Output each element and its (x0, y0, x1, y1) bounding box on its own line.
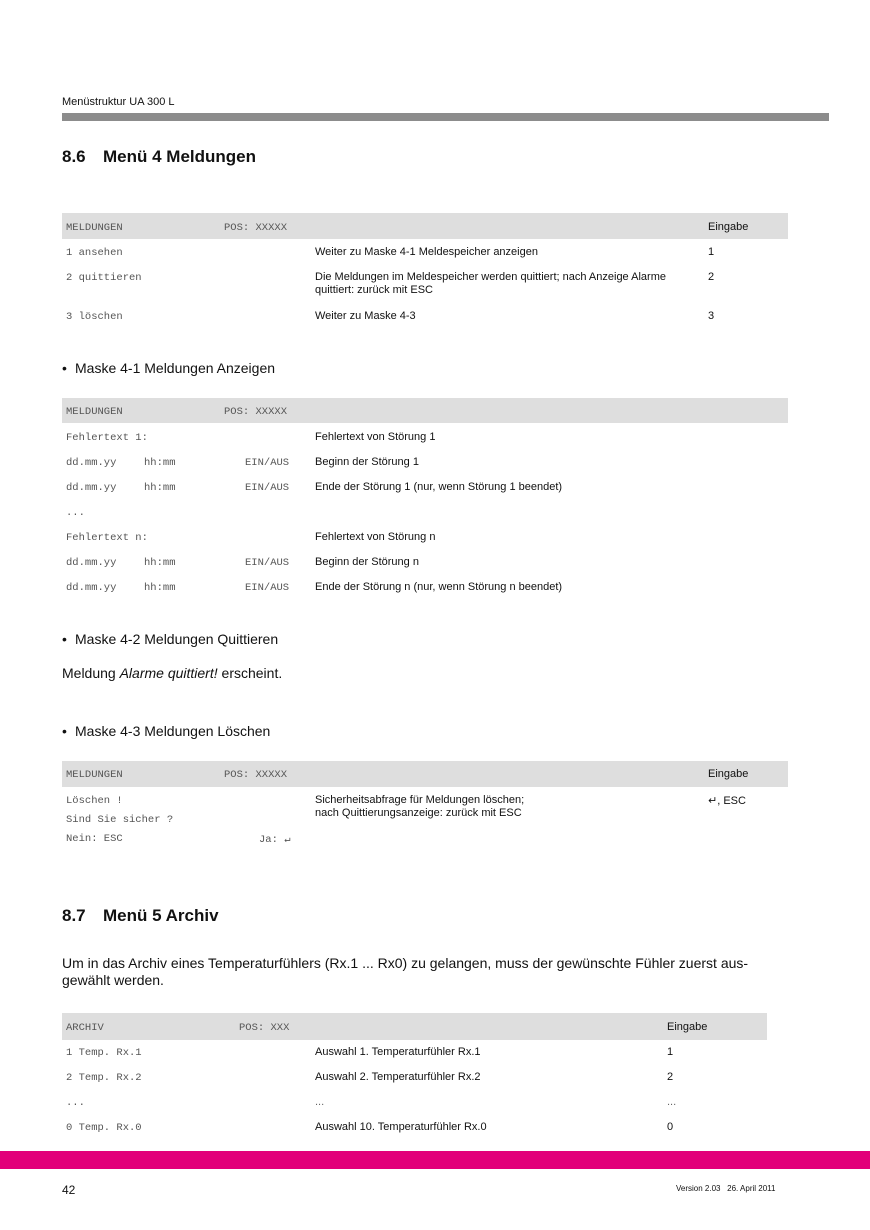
bullet-icon: • (62, 360, 67, 376)
mask41-row-time: hh:mm (144, 457, 176, 469)
mask41-row-time: hh:mm (144, 482, 176, 494)
table-row-input: 3 (708, 310, 715, 322)
mask42-title: Maske 4-2 Meldungen Quittieren (75, 631, 279, 647)
mask41-row-state: EIN/AUS (245, 457, 290, 469)
mask41-row-desc: Fehlertext von Störung 1 (315, 431, 436, 443)
menu-table-header (62, 213, 788, 239)
archiv-row-input: ... (667, 1096, 677, 1108)
archiv-row-input: 0 (667, 1121, 674, 1133)
mask43-line1: Löschen ! (66, 795, 123, 807)
page-number: 42 (62, 1183, 76, 1197)
table-row-input: 2 (708, 271, 715, 283)
section-87-title: Menü 5 Archiv (103, 906, 219, 925)
table-row-desc-cont: quittiert: zurück mit ESC (315, 284, 433, 296)
mask41-row-desc: Beginn der Störung 1 (315, 456, 419, 468)
table-row-desc: Weiter zu Maske 4-3 (315, 310, 416, 322)
archiv-row-screen: ... (66, 1097, 85, 1109)
mask43-line2: Sind Sie sicher ? (66, 814, 174, 826)
table-row-screen: 1 ansehen (66, 247, 123, 259)
archiv-input-header: Eingabe (667, 1021, 708, 1033)
mask41-screen-title: MELDUNGEN (66, 406, 123, 418)
mask41-header (62, 398, 788, 423)
section-87-number: 8.7 (62, 906, 86, 925)
mask42-text-italic: Alarme quittiert! (119, 665, 218, 681)
section-86-title: Menü 4 Meldungen (103, 147, 256, 166)
section-86-number: 8.6 (62, 147, 86, 166)
header-rule (62, 113, 829, 121)
mask41-row-text: Fehlertext 1: (66, 432, 148, 444)
mask41-row-time: hh:mm (144, 582, 176, 594)
mask41-row-time: hh:mm (144, 557, 176, 569)
mask41-row-state: EIN/AUS (245, 482, 290, 494)
archiv-row-desc: Auswahl 2. Temperaturfühler Rx.2 (315, 1071, 481, 1083)
archiv-row-screen: 2 Temp. Rx.2 (66, 1072, 142, 1084)
archiv-row-desc: Auswahl 10. Temperaturfühler Rx.0 (315, 1121, 487, 1133)
mask41-row-desc: Fehlertext von Störung n (315, 531, 436, 543)
table-row-desc: Die Meldungen im Meldespeicher werden quittiert; nach Anzeige Alarme (315, 271, 666, 283)
mask43-pos: POS: XXXXX (224, 769, 288, 781)
mask41-row-desc: Ende der Störung 1 (nur, wenn Störung 1 beendet) (315, 481, 563, 493)
menu-table-screen-title: MELDUNGEN (66, 222, 123, 234)
mask41-row-date: dd.mm.yy (66, 557, 117, 569)
archiv-row-input: 1 (667, 1046, 674, 1058)
archiv-row-input: 2 (667, 1071, 674, 1083)
footer-brand-bar (0, 1151, 870, 1169)
mask43-line3-left: Nein: ESC (66, 833, 123, 845)
mask43-input-header: Eingabe (708, 768, 749, 780)
mask43-input: ↵, ESC (708, 795, 746, 807)
mask41-row-date: dd.mm.yy (66, 582, 117, 594)
table-row-input: 1 (708, 246, 715, 258)
bullet-icon: • (62, 723, 67, 739)
mask41-row-desc: Beginn der Störung n (315, 556, 419, 568)
archiv-screen-title: ARCHIV (66, 1022, 104, 1034)
section-87-intro-line1: Um in das Archiv eines Temperaturfühlers (Rx.1 ... Rx0) zu gelangen, muss der gewünschte Fühler zuerst aus- (62, 955, 749, 971)
mask43-desc2: nach Quittierungsanzeige: zurück mit ESC (315, 807, 522, 819)
table-row-desc: Weiter zu Maske 4-1 Meldespeicher anzeigen (315, 246, 538, 258)
archiv-row-screen: 1 Temp. Rx.1 (66, 1047, 142, 1059)
archiv-pos: POS: XXX (239, 1022, 290, 1034)
mask41-row-text: Fehlertext n: (66, 532, 148, 544)
archiv-table-header (62, 1013, 767, 1040)
mask41-row-date: dd.mm.yy (66, 482, 117, 494)
archiv-row-desc: ... (315, 1096, 325, 1108)
table-row-screen: 3 löschen (66, 311, 123, 323)
mask42-text-suffix: erscheint. (217, 665, 283, 681)
mask42-text (62, 665, 282, 682)
mask42-text-prefix: Meldung (62, 665, 120, 681)
bullet-icon: • (62, 631, 67, 647)
mask41-row-date: dd.mm.yy (66, 457, 117, 469)
mask41-pos: POS: XXXXX (224, 406, 288, 418)
archiv-row-desc: Auswahl 1. Temperaturfühler Rx.1 (315, 1046, 481, 1058)
mask41-row-desc: Ende der Störung n (nur, wenn Störung n beendet) (315, 581, 563, 593)
table-row-screen: 2 quittieren (66, 272, 142, 284)
running-header: Menüstruktur UA 300 L (62, 96, 175, 108)
archiv-row-screen: 0 Temp. Rx.0 (66, 1122, 142, 1134)
mask43-desc1: Sicherheitsabfrage für Meldungen löschen; (315, 794, 525, 806)
mask43-screen-title: MELDUNGEN (66, 769, 123, 781)
mask41-row-ellipsis: ... (66, 507, 85, 519)
menu-table-input-header: Eingabe (708, 221, 749, 233)
mask43-line3-right: Ja: ↵ (259, 834, 291, 846)
version-info: Version 2.03 26. April 2011 (676, 1184, 776, 1193)
mask43-title: Maske 4-3 Meldungen Löschen (75, 723, 271, 739)
section-87-intro-line2: gewählt werden. (62, 972, 164, 988)
menu-table-pos: POS: XXXXX (224, 222, 288, 234)
mask41-title: Maske 4-1 Meldungen Anzeigen (75, 360, 276, 376)
mask41-row-state: EIN/AUS (245, 557, 290, 569)
mask41-row-state: EIN/AUS (245, 582, 290, 594)
mask43-header (62, 761, 788, 787)
